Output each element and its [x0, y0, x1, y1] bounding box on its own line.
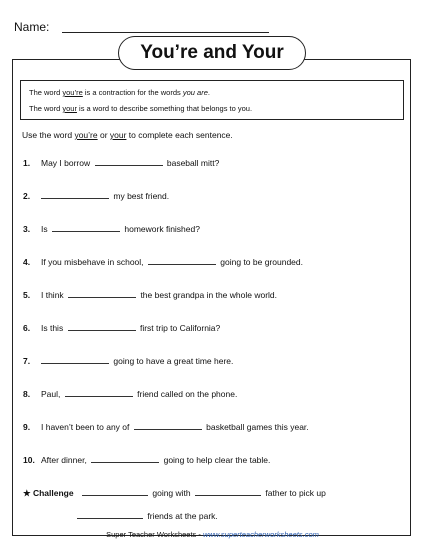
title-text: You’re and Your [140, 42, 284, 63]
question-text: After dinner, [41, 455, 87, 465]
text: to complete each sentence. [126, 130, 233, 140]
question-text: Is [41, 224, 48, 234]
question-text: the best grandpa in the whole world. [140, 290, 277, 300]
word-you-are: you are [182, 88, 208, 97]
word-your: your [62, 104, 77, 113]
name-label: Name: [14, 20, 50, 34]
question-text: Is this [41, 323, 64, 333]
answer-blank[interactable] [68, 289, 136, 298]
challenge-text: friends at the park. [147, 511, 218, 521]
answer-blank[interactable] [65, 388, 133, 397]
question-text: Paul, [41, 389, 61, 399]
question-text: If you misbehave in school, [41, 257, 144, 267]
challenge-text: going with [152, 488, 191, 498]
question-number: 2. [23, 191, 31, 201]
question-text: friend called on the phone. [137, 389, 238, 399]
question-text: May I borrow [41, 158, 91, 168]
word-youre: you’re [62, 88, 83, 97]
answer-blank[interactable] [134, 421, 202, 430]
footer-separator: - [196, 530, 203, 539]
question-number: 9. [23, 422, 31, 432]
question-5 [23, 289, 277, 300]
question-10 [23, 454, 270, 465]
question-text: baseball mitt? [166, 158, 220, 168]
question-9 [23, 421, 309, 432]
answer-blank[interactable] [95, 157, 163, 166]
word-youre: you’re [74, 130, 98, 140]
question-3 [23, 223, 200, 234]
question-text: going to be grounded. [220, 257, 303, 267]
footer [0, 530, 425, 539]
question-4 [23, 256, 303, 267]
definition-youre [29, 88, 210, 97]
question-text: I think [41, 290, 64, 300]
question-text: going to have a great time here. [113, 356, 234, 366]
question-number: 6. [23, 323, 31, 333]
answer-blank[interactable] [68, 322, 136, 331]
definition-box [20, 80, 404, 120]
answer-blank[interactable] [195, 487, 261, 496]
answer-blank[interactable] [77, 510, 143, 519]
answer-blank[interactable] [52, 223, 120, 232]
text: is a contraction for the words [82, 88, 183, 97]
question-7 [23, 355, 233, 366]
answer-blank[interactable] [82, 487, 148, 496]
definition-your [29, 104, 252, 113]
word-your: your [109, 130, 127, 140]
name-field-line[interactable] [62, 32, 269, 33]
instructions [22, 130, 233, 140]
question-text: my best friend. [113, 191, 170, 201]
question-number: 7. [23, 356, 31, 366]
answer-blank[interactable] [41, 355, 109, 364]
question-8 [23, 388, 237, 399]
text: or [97, 130, 110, 140]
answer-blank[interactable] [91, 454, 159, 463]
question-text: going to help clear the table. [163, 455, 271, 465]
question-text: first trip to California? [139, 323, 221, 333]
challenge-label: ★ Challenge [23, 488, 74, 498]
answer-blank[interactable] [148, 256, 216, 265]
question-number: 3. [23, 224, 31, 234]
challenge-text: father to pick up [265, 488, 326, 498]
question-number: 5. [23, 290, 31, 300]
text: . [207, 88, 210, 97]
text: The word [29, 104, 63, 113]
question-text: I haven’t been to any of [41, 422, 130, 432]
answer-blank[interactable] [41, 190, 109, 199]
question-text: basketball games this year. [206, 422, 309, 432]
challenge-line-1 [23, 487, 326, 499]
text: is a word to describe something that belongs to you. [76, 104, 253, 113]
footer-website-link[interactable]: www.superteacherworksheets.com [202, 530, 319, 539]
question-text: homework finished? [124, 224, 200, 234]
challenge-line-2 [77, 510, 218, 521]
question-number: 8. [23, 389, 31, 399]
question-number: 1. [23, 158, 31, 168]
footer-brand: Super Teacher Worksheets [106, 530, 197, 539]
question-number: 4. [23, 257, 31, 267]
question-2 [23, 190, 169, 201]
text: Use the word [22, 130, 75, 140]
question-1 [23, 157, 219, 168]
question-number: 10. [23, 455, 35, 465]
page-title [118, 36, 306, 70]
text: The word [29, 88, 63, 97]
question-6 [23, 322, 220, 333]
